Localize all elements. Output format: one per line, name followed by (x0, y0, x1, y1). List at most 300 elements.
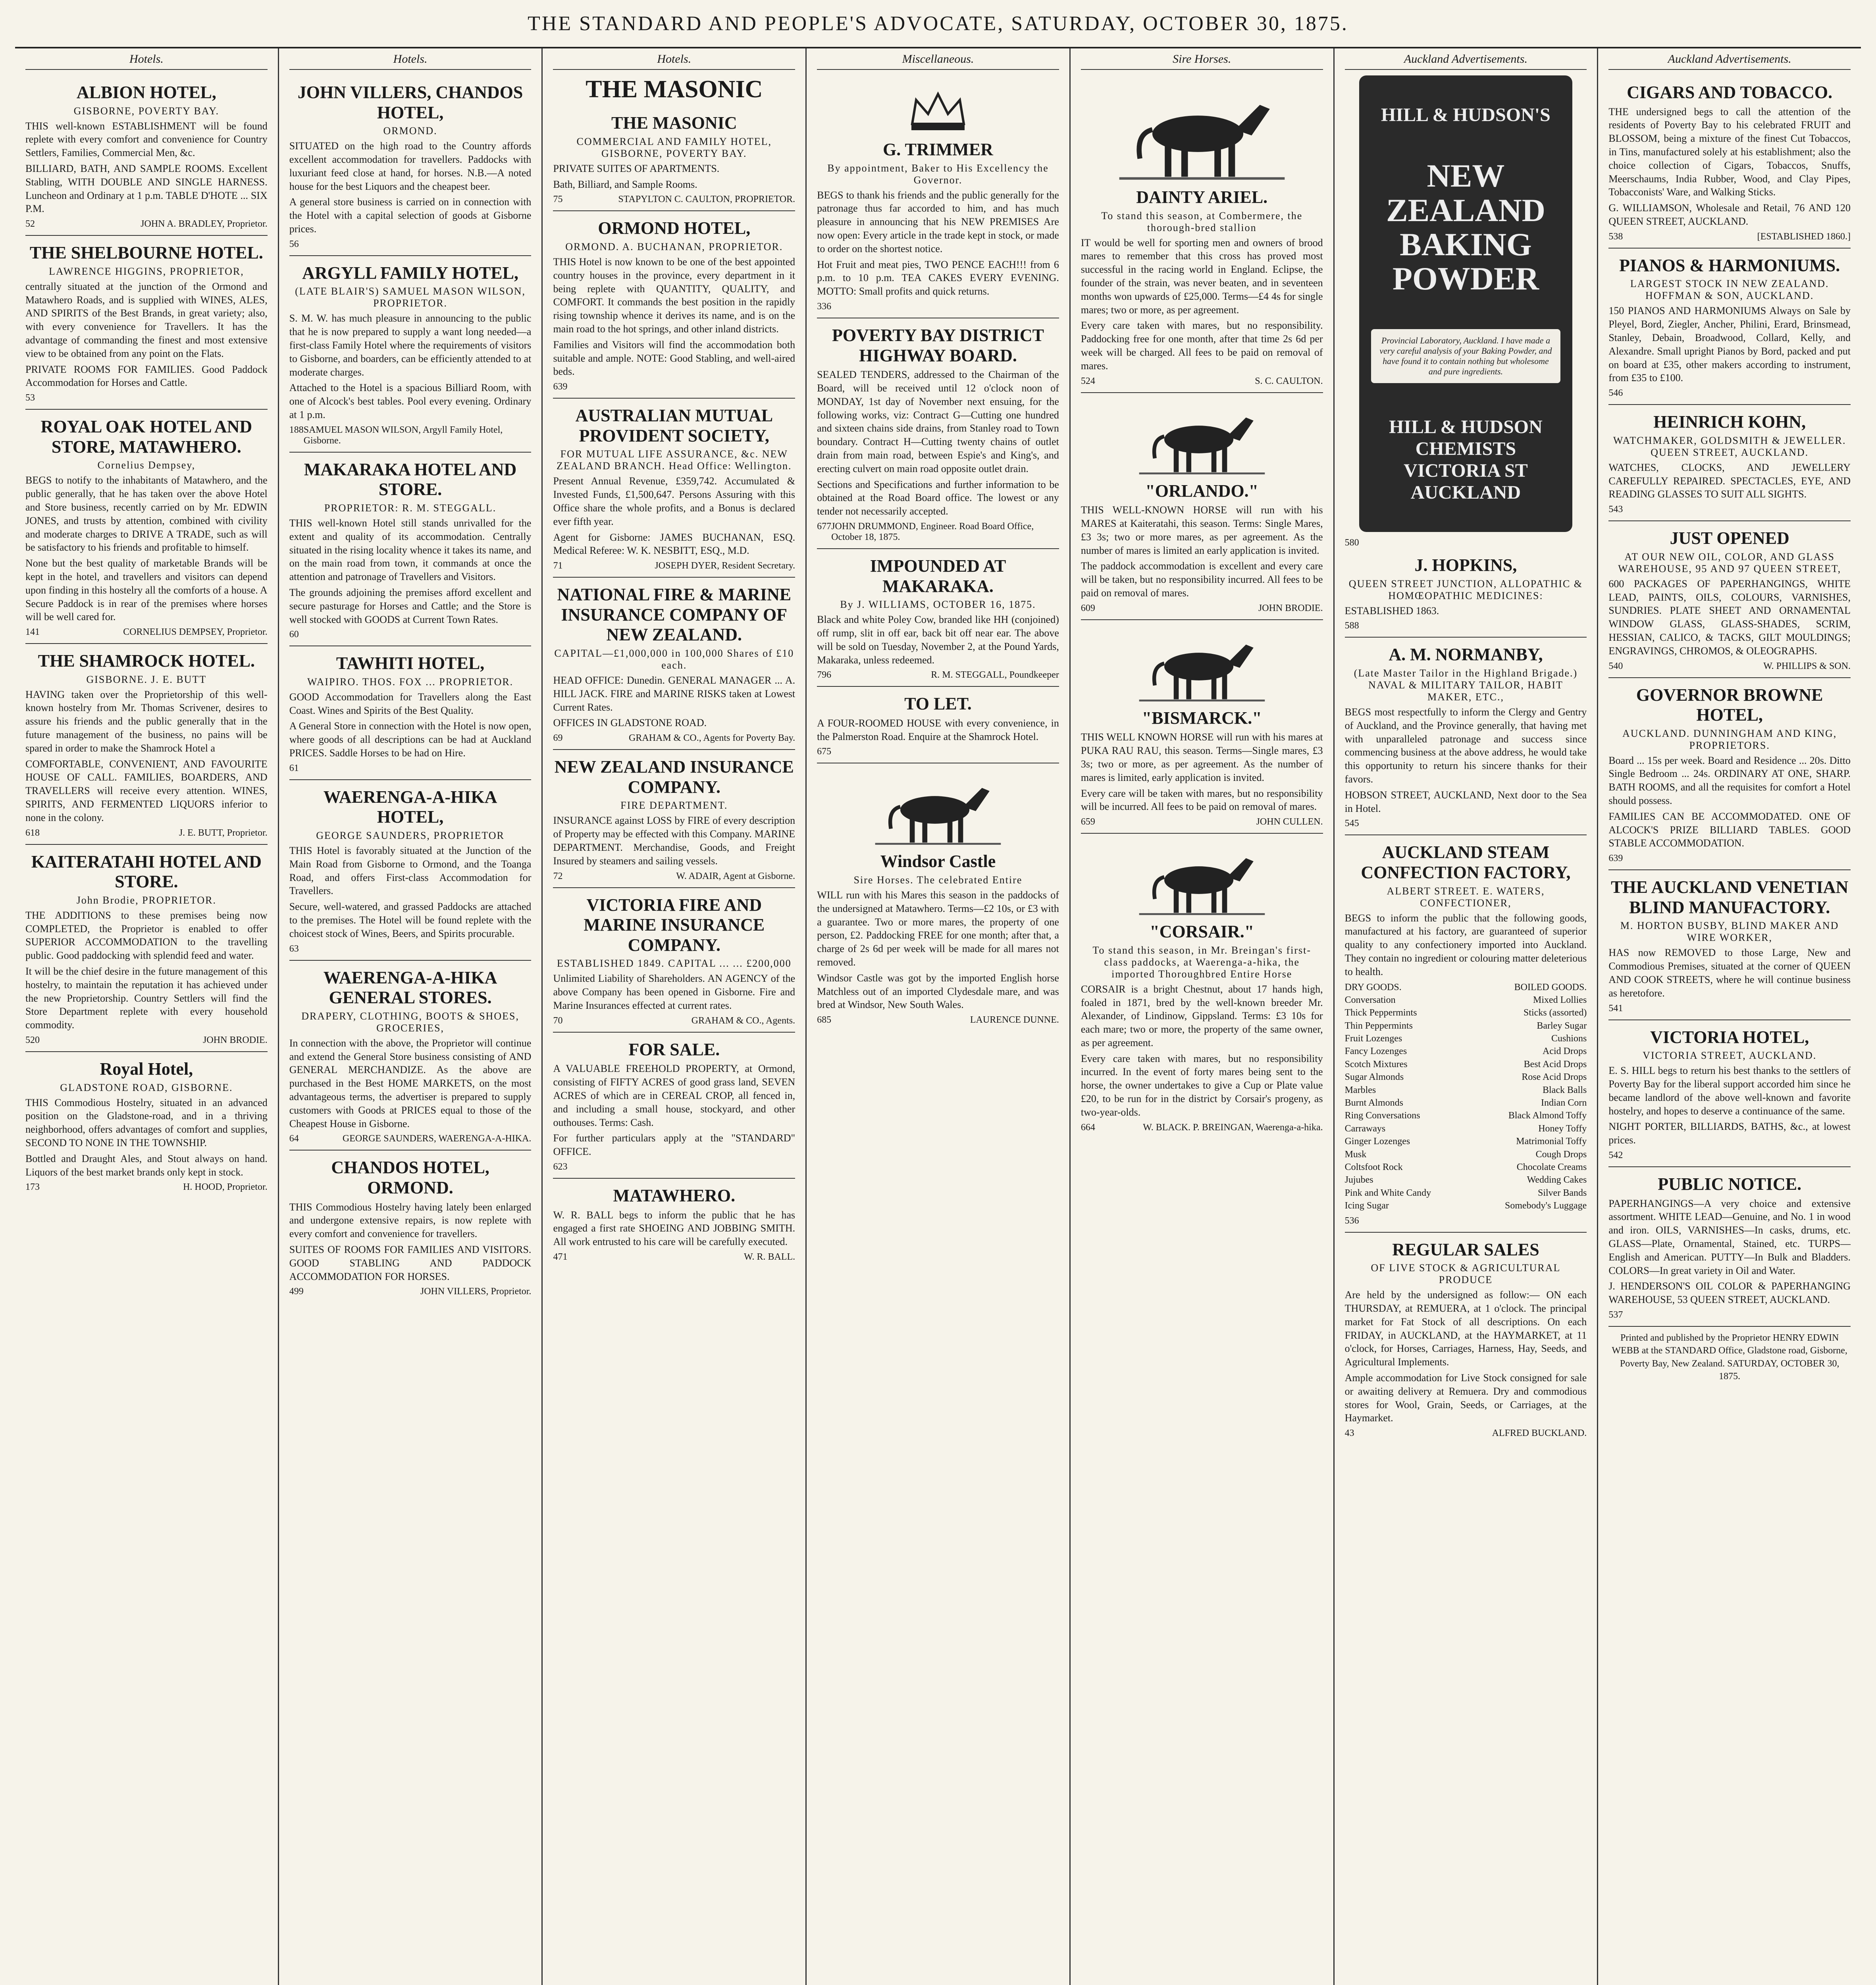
ad-number: 543 (1608, 504, 1623, 515)
ad-signature: GRAHAM & CO., Agents. (691, 1015, 795, 1026)
ad-signature: W. BLACK. P. BREINGAN, Waerenga-a-hika. (1143, 1122, 1323, 1133)
advertisement (1608, 678, 1851, 871)
ad-title: VICTORIA FIRE AND MARINE INSURANCE COMPANY. (584, 895, 765, 955)
ad-body: centrally situated at the junction of the Ormond and Matawhero Roads, and is supplied with WINES, ALES, AND SPIRITS of the Best Brands, in great variety; also, with every convenience for Travellers. It has the advantage of commanding the finest and most extensive view to be obtained from any point on the Flats. (25, 280, 268, 359)
advertisement (1608, 870, 1851, 1020)
ad-title: GOVERNOR BROWNE HOTEL, (1636, 685, 1823, 725)
ad-subtitle: ALBERT STREET. E. WATERS, CONFECTIONER, (1387, 885, 1545, 909)
ad-number: 75 (553, 194, 563, 205)
ad-number: 623 (553, 1161, 568, 1172)
horse-illustration (873, 772, 1003, 848)
ad-number: 520 (25, 1035, 40, 1046)
advertisement (1608, 521, 1851, 678)
ad-extra: Hot Fruit and meat pies, TWO PENCE EACH!!! from 6 p.m. to 10 p.m. TEA CAKES EVERY EVENING. MOTTO: Small profits and quick returns. (817, 258, 1059, 297)
ad-number: 63 (289, 943, 299, 954)
advertisement (25, 410, 268, 644)
column-6 (1335, 48, 1599, 1985)
ad-body: PRIVATE SUITES OF APARTMENTS. (553, 162, 720, 174)
ad-extra: For further particulars apply at the "STANDARD" OFFICE. (553, 1132, 795, 1158)
ad-number: 499 (289, 1286, 304, 1297)
ad-body: Unlimited Liability of Shareholders. AN AGENCY of the above Company has been opened in Gisborne. Fire and Marine Insurances effected at current rates. (553, 973, 795, 1011)
ad-title: "BISMARCK." (1142, 708, 1262, 728)
ad-footer (25, 1182, 268, 1193)
confection-list-row (1345, 1187, 1587, 1199)
ad-title: AUCKLAND STEAM CONFECTION FACTORY, (1361, 842, 1571, 882)
ad-title: "CORSAIR." (1150, 922, 1254, 942)
ad-number: 664 (1081, 1122, 1095, 1133)
ad-title: A. M. NORMANBY, (1389, 645, 1543, 665)
advertisement (817, 549, 1059, 687)
column-5 (1071, 48, 1335, 1985)
confection-item: BOILED GOODS. (1514, 982, 1587, 992)
ad-extra: Every care will be taken with mares, but no responsibility will be incurred. All fees to be paid on removal of mares. (1081, 787, 1323, 813)
ad-title: JUST OPENED (1670, 528, 1789, 548)
ad-signature: JOHN A. BRADLEY, Proprietor. (141, 219, 268, 229)
ad-number: 540 (1608, 661, 1623, 671)
ad-signature: JOHN VILLERS, Proprietor. (420, 1286, 532, 1297)
ad-extra: The grounds adjoining the premises afford excellent and secure pasturage for Horses and Cattle; and the Store is well stocked with GOODS at Current Town Rates. (289, 586, 532, 625)
column-3 (543, 48, 807, 1985)
ad-extra: The paddock accommodation is excellent and every care will be taken, but no responsibility incurred. All fees to be paid on removal of mares. (1081, 560, 1323, 599)
column-heading: Auckland Advertisements. (1345, 52, 1587, 70)
ad-extra: Bath, Billiard, and Sample Rooms. (553, 178, 697, 190)
ad-number: 537 (1608, 1309, 1623, 1320)
ad-footer (553, 382, 795, 392)
ad-body: WATCHES, CLOCKS, AND JEWELLERY CAREFULLY REPAIRED. SPECTACLES, EYE, AND READING GLASSES TO SUIT ALL SIGHTS. (1608, 461, 1851, 500)
ad-title: AUSTRALIAN MUTUAL PROVIDENT SOCIETY, (575, 406, 773, 445)
ad-number: 70 (553, 1015, 563, 1026)
ad-number: 188 (289, 424, 304, 435)
ad-title: NATIONAL FIRE & MARINE INSURANCE COMPANY OF NEW ZEALAND. (557, 585, 792, 645)
ad-signature: R. M. STEGGALL, Poundkeeper (931, 670, 1059, 680)
tin-label: Provincial Laboratory, Auckland. I have made a very careful analysis of your Baking Powder, and have found it to contain nothing but wholesome and pure ingredients. (1371, 329, 1560, 383)
ad-subtitle: Cornelius Dempsey, (97, 459, 196, 471)
ad-title: CHANDOS HOTEL, ORMOND. (331, 1158, 489, 1197)
ad-footer (553, 871, 795, 882)
ad-body: A VALUABLE FREEHOLD PROPERTY, at Ormond, consisting of FIFTY ACRES of good grass land, SEVEN ACRES of which are in CEREAL CROP, all fenced in, and including a small house, stockyard, and other outhouses. Terms: Cash. (553, 1063, 795, 1128)
ad-body: HEAD OFFICE: Dunedin. GENERAL MANAGER ... A. HILL JACK. FIRE and MARINE RISKS taken at Lowest Current Rates. (553, 675, 795, 713)
ad-signature: W. ADAIR, Agent at Gisborne. (676, 871, 795, 881)
ad-extra: None but the best quality of marketable Brands will be kept in the hotel, and travellers and visitors can depend upon finding in this hostelry all the comforts of a house. A Secure Paddock is in rear of the premises where horses will be well cared for. (25, 557, 268, 623)
ad-extra: It will be the chief desire in the future management of this hostelry, to maintain the reputation it has achieved under the new Proprietorship. Country Settlers will find the Store Department replete with every household commodity. (25, 966, 268, 1031)
ad-title: HEINRICH KOHN, (1653, 412, 1806, 432)
ad-footer (1345, 1216, 1587, 1226)
ad-signature: JOHN BRODIE. (203, 1035, 268, 1046)
advertisement (289, 961, 532, 1151)
ad-subtitle: FIRE DEPARTMENT. (620, 800, 728, 811)
ad-extra: PRIVATE ROOMS FOR FAMILIES. Good Paddock Accommodation for Horses and Cattle. (25, 363, 268, 389)
ad-title: VICTORIA HOTEL, (1650, 1027, 1809, 1047)
column-1 (15, 48, 279, 1985)
confection-list-row (1345, 1097, 1587, 1109)
ad-signature: J. E. BUTT, Proprietor. (179, 827, 268, 838)
ad-body: THIS Commodious Hostelry, situated in an advanced position on the Gladstone-road, and in a thriving neighborhood, offers advantages of comfort and supplies, SECOND TO NONE IN THE TOWNSHIP. (25, 1097, 268, 1149)
ad-footer (1081, 376, 1323, 387)
ad-body: W. R. BALL begs to inform the public that he has engaged a first rate SHOEING AND JOBBING SMITH. All work entrusted to his care will be carefully executed. (553, 1209, 795, 1248)
ad-title: Royal Hotel, (100, 1059, 193, 1079)
ad-title: KAITERATAHI HOTEL AND STORE. (31, 852, 262, 892)
ad-title: POVERTY BAY DISTRICT HIGHWAY BOARD. (832, 325, 1044, 365)
royal-crest-icon (904, 84, 972, 136)
ad-body: BEGS to thank his friends and the public generally for the patronage thus far accorded to him, and has much pleasure in announcing that his NEW PREMISES Are now open: Every article in the trade kept in stock, or made to order on the shortest notice. (817, 189, 1059, 254)
ad-title: Windsor Castle (880, 852, 996, 871)
ad-title: PIANOS & HARMONIUMS. (1619, 255, 1840, 275)
ad-body: In connection with the above, the Proprietor will continue and extend the General Store business consisting of AND GENERAL MERCHANDIZE. As the above are purchased in the Best HOME MARKETS, on the most advantageous terms, the advertiser is prepared to supply customers with Goods at PRICES equal to those of the Cheapest House in Gisborne. (289, 1037, 532, 1129)
ad-title: ROYAL OAK HOTEL AND STORE, MATAWHERO. (40, 417, 252, 457)
confection-item: Conversation (1344, 994, 1396, 1005)
ad-subtitle: GLADSTONE ROAD, GISBORNE. (60, 1081, 233, 1093)
ad-subtitle: To stand this season, in Mr. Breingan's first-class paddocks, at Waerenga-a-hika, the imported Thoroughbred Entire Horse (1092, 944, 1311, 980)
ad-extra: J. HENDERSON'S OIL COLOR & PAPERHANGING WAREHOUSE, 53 QUEEN STREET, AUCKLAND. (1608, 1280, 1851, 1306)
advertisement (289, 1151, 532, 1303)
ad-extra: FAMILIES CAN BE ACCOMMODATED. ONE OF ALCOCK'S PRIZE BILLIARD TABLES. GOOD STABLE ACCOMMODATION. (1608, 810, 1851, 849)
ad-number: 53 (25, 393, 35, 403)
confection-item: Wedding Cakes (1527, 1175, 1587, 1185)
confection-list-row (1345, 1148, 1587, 1161)
ad-number: 639 (553, 382, 568, 392)
ad-number: 588 (1344, 621, 1359, 631)
horse-cut (1081, 629, 1323, 704)
ad-signature: JOSEPH DYER, Resident Secretary. (655, 561, 795, 571)
ad-subtitle: AT OUR NEW OIL, COLOR, AND GLASS WAREHOUSE, 95 AND 97 QUEEN STREET, (1618, 551, 1841, 574)
confection-list-row (1345, 1058, 1587, 1071)
confection-item: Rose Acid Drops (1522, 1072, 1587, 1083)
ad-footer (1608, 1150, 1851, 1161)
column-heading: Hotels. (25, 52, 268, 70)
advertisement (553, 399, 795, 578)
ad-body: THIS WELL KNOWN HORSE will run with his mares at PUKA RAU RAU, this season. Terms—Single mares, £3 3s; two or more, as per agreement. As the number of mares is limited, early application is invited. (1081, 731, 1323, 783)
ad-extra: OFFICES IN GLADSTONE ROAD. (553, 717, 707, 729)
ad-body: 600 PACKAGES OF PAPERHANGINGS, WHITE LEAD, PAINTS, OILS, COLOURS, VARNISHES, SUNDRIES. PLATE SHEET AND ORNAMENTAL WINDOW GLASS, GLASS-SHADES, SCRIM, HESSIAN, CALICO, & TACKS, GILT MOULDINGS; ENGRAVINGS, CHROMOS, & OLEOGRAPHS. (1608, 578, 1851, 657)
ad-footer (817, 521, 1059, 543)
ad-footer (25, 219, 268, 229)
ad-footer (289, 239, 532, 250)
ad-footer (817, 1015, 1059, 1025)
confection-list-row (1345, 994, 1587, 1006)
advertisement (817, 318, 1059, 549)
confection-item: Ring Conversations (1344, 1110, 1420, 1121)
ad-title: IMPOUNDED AT MAKARAKA. (870, 556, 1006, 596)
ad-subtitle: AUCKLAND. DUNNINGHAM AND KING, PROPRIETORS. (1622, 727, 1837, 751)
column-2 (279, 48, 543, 1985)
ad-subtitle: By appointment, Baker to His Excellency the Governor. (827, 162, 1049, 186)
ad-body: Present Annual Revenue, £359,742. Accumulated & Invested Funds, £1,500,647. Persons Assuring with this Office share the whole profits, and a Bonus is declared ever fifth year. (553, 475, 795, 527)
ad-subtitle: FOR MUTUAL LIFE ASSURANCE, &c. NEW ZEALAND BRANCH. Head Office: Wellington. (557, 448, 792, 472)
ad-extra: SUITES OF ROOMS FOR FAMILIES AND VISITORS. GOOD STABLING AND PADDOCK ACCOMMODATION FOR HORSES. (289, 1243, 532, 1282)
ad-extra: A General Store in connection with the Hotel is now open, where goods of all descriptions can be had at Auckland PRICES. Saddle Horses to be had on Hire. (289, 720, 532, 759)
confection-item: Thin Peppermints (1344, 1020, 1413, 1031)
advertisement (1608, 75, 1851, 249)
column-heading: Hotels. (553, 52, 795, 70)
ad-title: WAERENGA-A-HIKA HOTEL, (323, 787, 497, 827)
ad-body: Are held by the undersigned as follow:— ON each THURSDAY, at REMUERA, at 1 o'clock. The principal market for Fat Stock of all descriptions. On each FRIDAY, in AUCKLAND, at the HAYMARKET, at 11 o'clock, for Horses, Carriages, Harness, Hay, Seeds, and Agricultural Implements. (1344, 1289, 1587, 1368)
ad-body: THIS WELL-KNOWN HORSE will run with his MARES at Kaiteratahi, this season. Terms: Single Mares, £3 3s; two or more mares, as per agreement. As the number of mares is limited an early application is invited. (1081, 504, 1323, 556)
ad-number: 541 (1608, 1003, 1623, 1014)
ad-number: 72 (553, 871, 563, 881)
ad-title: NEW ZEALAND INSURANCE COMPANY. (554, 757, 794, 797)
ad-signature: W. PHILLIPS & SON. (1763, 661, 1851, 671)
confection-item: Black Balls (1542, 1085, 1587, 1095)
advertisement (1081, 393, 1323, 620)
column-heading: Auckland Advertisements. (1608, 52, 1851, 70)
ad-footer (817, 301, 1059, 312)
confection-item: Mixed Lollies (1533, 994, 1587, 1005)
confection-item: Sugar Almonds (1344, 1072, 1404, 1083)
ad-body: WILL run with his Mares this season in the paddocks of the undersigned at Matawhero. Terms—£2 10s, or £3 with a guarantee. Two or more mares, the property of one person, £2. Paddocking FREE for one month; after that, a charge of 2s 6d per week will be made for all mares not removed. (817, 889, 1059, 968)
ad-signature: JOHN CULLEN. (1256, 817, 1323, 827)
ad-footer (25, 393, 268, 403)
confection-item: Coltsfoot Rock (1344, 1162, 1403, 1172)
ad-number: 677 (817, 521, 832, 532)
ad-subtitle: WATCHMAKER, GOLDSMITH & JEWELLER. QUEEN STREET, AUCKLAND. (1613, 434, 1846, 458)
advertisement (289, 646, 532, 780)
ad-footer (1081, 817, 1323, 827)
advertisement (1608, 1020, 1851, 1167)
ad-body: BEGS to inform the public that the following goods, manufactured at his factory, are guaranteed of superior quality to any confectionery imported into Auckland. They contain no ingredient or colouring matter deleterious to health. (1344, 912, 1587, 977)
advertisement (1081, 834, 1323, 1139)
ad-extra: G. WILLIAMSON, Wholesale and Retail, 76 AND 120 QUEEN STREET, AUCKLAND. (1608, 202, 1851, 227)
ad-footer (25, 1035, 268, 1046)
ad-body: A FOUR-ROOMED HOUSE with every convenience, in the Palmerston Road. Enquire at the Shamrock Hotel. (817, 717, 1059, 742)
confection-item: Thick Peppermints (1344, 1008, 1417, 1018)
ad-footer (1608, 388, 1851, 399)
ad-body: CORSAIR is a bright Chestnut, about 17 hands high, foaled in 1871, bred by the well-known breeder Mr. Alexander, of Lindinow, Gippsland. Terms: £3 10s for each mare; two or more, the property of the same owner, as per agreement. (1081, 983, 1323, 1048)
tin-maker: HILL & HUDSON CHEMISTS VICTORIA ST AUCKLAND (1389, 416, 1543, 503)
horse-illustration (1136, 402, 1267, 477)
horse-cut (1081, 842, 1323, 918)
ad-number: 796 (817, 670, 832, 680)
advertisement (25, 644, 268, 845)
ad-extra: Families and Visitors will find the accommodation both suitable and ample. NOTE: Good Stabling, and well-aired beds. (553, 339, 795, 378)
ad-subtitle: OF LIVE STOCK & AGRICULTURAL PRODUCE (1371, 1262, 1561, 1286)
ad-number: 173 (25, 1182, 40, 1193)
confection-item: Burnt Almonds (1344, 1098, 1403, 1108)
advertisement (553, 106, 795, 211)
ad-signature: GRAHAM & CO., Agents for Poverty Bay. (629, 733, 795, 744)
advertisement (25, 75, 268, 236)
confection-list-row (1345, 1071, 1587, 1083)
ad-number: 542 (1608, 1150, 1623, 1161)
confection-item: Fruit Lozenges (1344, 1033, 1402, 1044)
ad-title: JOHN VILLERS, CHANDOS HOTEL, (297, 83, 523, 122)
advertisement (289, 453, 532, 647)
ad-subtitle: GISBORNE, POVERTY BAY. (73, 105, 220, 117)
column-7 (1598, 48, 1861, 1985)
confection-item: Musk (1344, 1149, 1367, 1160)
ad-footer (553, 194, 795, 205)
horse-cut (1081, 84, 1323, 183)
ad-signature: [ESTABLISHED 1860.] (1757, 231, 1851, 242)
ad-number: 538 (1608, 231, 1623, 242)
columns (15, 48, 1861, 1985)
ad-footer (553, 733, 795, 744)
confection-item: Jujubes (1344, 1175, 1373, 1185)
ad-title: ARGYLL FAMILY HOTEL, (302, 263, 518, 283)
ad-body: BEGS to notify to the inhabitants of Matawhero, and the public generally, that he has taken over the above Hotel and Store business, recently carried on by Mr. EDWIN JONES, and trusts by attention, combined with civility and moderate charges to DRIVE A TRADE, such as will be satisfactory to his friends and profitable to himself. (25, 474, 268, 553)
ad-title: THE AUCKLAND VENETIAN BLIND MANUFACTORY. (1611, 877, 1849, 917)
ad-footer (289, 425, 532, 446)
ad-title: CIGARS AND TOBACCO. (1627, 83, 1833, 102)
ad-number: 618 (25, 827, 40, 838)
ad-body: BEGS most respectfully to inform the Clergy and Gentry of Auckland, and the Province generally, that having met with unparalleled patronage and success since commencing business at the above address, he would take this opportunity to return his sincere thanks for their favors. (1344, 706, 1587, 785)
advertisement (25, 236, 268, 410)
ad-title: "ORLANDO." (1145, 481, 1259, 501)
ad-title: TAWHITI HOTEL, (336, 653, 485, 673)
ad-body: THE ADDITIONS to these premises being now COMPLETED, the Proprietor is enabled to offer SUPERIOR ACCOMMODATION to the travelling public. Good paddocking with splendid feed and water. (25, 909, 268, 962)
ad-subtitle: GISBORNE. J. E. BUTT (86, 673, 207, 685)
ad-subtitle: QUEEN STREET JUNCTION, ALLOPATHIC & HOMŒOPATHIC MEDICINES: (1348, 578, 1583, 601)
ad-extra: Every care taken with mares, but no responsibility incurred. In the event of forty mares being sent to the horse, the owner undertakes to give a Cup or Plate value £20, to be run for in the district by Corsair's progeny, as two-year-olds. (1081, 1052, 1323, 1118)
ad-body: E. S. HILL begs to return his best thanks to the settlers of Poverty Bay for the liberal support accorded him since he became landlord of the above well-known and favorite hostelry, and hopes to deserve a continuance of the same. (1608, 1065, 1851, 1117)
ad-signature: CORNELIUS DEMPSEY, Proprietor. (123, 627, 268, 638)
ad-subtitle: PROPRIETOR: R. M. STEGGALL. (324, 502, 497, 514)
ad-body: GOOD Accommodation for Travellers along the East Coast. Wines and Spirits of the Best Quality. (289, 691, 532, 716)
ad-footer (1081, 1122, 1323, 1133)
baking-powder-tin (1359, 75, 1572, 532)
ad-footer (817, 670, 1059, 680)
ad-footer (553, 1252, 795, 1262)
ad-extra: Windsor Castle was got by the imported English horse Matchless out of an imported Clydesdale mare, and was bred at Windsor, New South Wales. (817, 972, 1059, 1011)
confection-list-row (1345, 1006, 1587, 1019)
ad-body: THIS Commodious Hostelry having lately been enlarged and undergone extensive repairs, is now replete with every comfort and convenience for travellers. (289, 1201, 532, 1240)
advertisement (289, 75, 532, 256)
ad-footer (1081, 603, 1323, 614)
ad-footer (289, 1286, 532, 1297)
confection-list-row (1345, 1084, 1587, 1097)
ad-number: 545 (1344, 818, 1359, 829)
confection-item: Best Acid Drops (1524, 1059, 1587, 1070)
horse-cut (1081, 402, 1323, 477)
column-heading: Sire Horses. (1081, 52, 1323, 70)
advertisement (1345, 548, 1587, 638)
ad-extra: NIGHT PORTER, BILLIARDS, BATHS, &c., at lowest prices. (1608, 1121, 1851, 1146)
ad-signature: SAMUEL MASON WILSON, Argyll Family Hotel, Gisborne. (303, 424, 503, 446)
ad-body: THIS well-known ESTABLISHMENT will be found replete with every comfort and convenience for Country Settlers, Families, Commercial Men, &c. (25, 120, 268, 159)
confection-list-row (1345, 1109, 1587, 1122)
ad-number: 639 (1608, 853, 1623, 864)
ad-subtitle: By J. WILLIAMS, OCTOBER 16, 1875. (840, 599, 1036, 611)
ad-footer (1608, 661, 1851, 672)
confection-item: Acid Drops (1542, 1046, 1587, 1057)
ad-footer (289, 763, 532, 774)
column-heading: Miscellaneous. (817, 52, 1059, 70)
ad-subtitle: ESTABLISHED 1849. CAPITAL ... ... £200,000 (557, 958, 792, 969)
ad-signature: W. R. BALL. (744, 1251, 795, 1262)
ad-number: 659 (1081, 817, 1095, 827)
ad-subtitle: ORMOND. A. BUCHANAN, PROPRIETOR. (565, 241, 783, 253)
confection-list-row (1345, 1122, 1587, 1135)
ad-footer (25, 627, 268, 638)
ad-subtitle: VICTORIA STREET, AUCKLAND. (1643, 1050, 1817, 1062)
ad-footer (1608, 1003, 1851, 1014)
ad-body: THIS Hotel is now known to be one of the best appointed country houses in the province, every department in it being replete with QUANTITY, QUALITY, and COMFORT. It commands the best position in the rapidly rising township whence it derives its name, and is on the main road to the hot springs, and other inland districts. (553, 256, 795, 335)
masthead: THE STANDARD AND PEOPLE'S ADVOCATE, SATURDAY, OCTOBER 30, 1875. (15, 0, 1861, 48)
ad-footer (289, 944, 532, 954)
ad-number: 43 (1344, 1428, 1354, 1439)
ad-subtitle: To stand this season, at Combermere, the thorough-bred stallion (1101, 210, 1303, 233)
advertisement (553, 211, 795, 399)
ad-footer (289, 1133, 532, 1144)
horse-illustration (1136, 842, 1267, 918)
ad-number: 56 (289, 239, 299, 249)
advertisement (1608, 1167, 1851, 1327)
advertisement (817, 75, 1059, 318)
ad-title: MAKARAKA HOTEL AND STORE. (304, 459, 517, 499)
advertisement (553, 1033, 795, 1179)
ad-title: THE MASONIC (611, 113, 737, 133)
advertisement (1081, 75, 1323, 393)
confection-item: Fancy Lozenges (1344, 1046, 1407, 1057)
ad-footer (25, 828, 268, 838)
confection-item: Pink and White Candy (1344, 1187, 1431, 1198)
ad-title: J. HOPKINS, (1414, 555, 1517, 575)
column-4 (807, 48, 1071, 1985)
confection-item: Chocolate Creams (1516, 1162, 1587, 1172)
ad-footer (1345, 818, 1587, 829)
advertisement (1608, 249, 1851, 405)
tin-number: 580 (1344, 538, 1359, 548)
confection-item: Marbles (1344, 1085, 1376, 1095)
confection-list-row (1345, 1161, 1587, 1174)
ad-number: 546 (1608, 388, 1623, 399)
confection-list-row (1345, 1019, 1587, 1032)
ad-number: 336 (817, 301, 832, 312)
confection-item: Somebody's Luggage (1505, 1201, 1587, 1211)
advertisement (1345, 638, 1587, 835)
confection-item: DRY GOODS. (1344, 982, 1402, 992)
ad-title: G. TRIMMER (883, 140, 993, 159)
ad-subtitle: Sire Horses. The celebrated Entire (853, 874, 1023, 886)
ad-signature: STAPYLTON C. CAULTON, PROPRIETOR. (618, 194, 795, 205)
ad-title: TO LET. (904, 694, 972, 714)
ad-subtitle: John Brodie, PROPRIETOR. (76, 894, 217, 906)
confection-item: Black Almond Toffy (1508, 1110, 1587, 1121)
ad-number: 61 (289, 763, 299, 773)
ad-subtitle: CAPITAL—£1,000,000 in 100,000 Shares of £10 each. (554, 648, 794, 671)
advertisement (553, 1179, 795, 1268)
confection-item: Ginger Lozenges (1344, 1136, 1410, 1147)
ad-title: ORMOND HOTEL, (598, 218, 751, 238)
ad-number: 69 (553, 733, 563, 744)
ad-body: S. M. W. has much pleasure in announcing to the public that he is now prepared to supply a want long needed—a first-class Family Hotel where the requirements of visitors to Gisborne, and boarders, can be efficiently attended to at moderate charges. (289, 312, 532, 378)
ad-subtitle: LARGEST STOCK IN NEW ZEALAND. HOFFMAN & SON, AUCKLAND. (1630, 278, 1829, 302)
horse-illustration (1119, 84, 1285, 183)
ad-subtitle: DRAPERY, CLOTHING, BOOTS & SHOES, GROCERIES, (301, 1010, 519, 1034)
confection-list-row (1345, 1032, 1587, 1045)
ad-extra: A general store business is carried on in connection with the Hotel with a capital selection of goods at Gisborne prices. (289, 196, 532, 235)
ad-extra: Sections and Specifications and further information to be obtained at the Road Board office. The lowest or any tender not necessarily accepted. (817, 478, 1059, 517)
ad-title: MATAWHERO. (613, 1185, 736, 1205)
confection-item: Barley Sugar (1537, 1020, 1587, 1031)
ad-subtitle: ORMOND. (383, 125, 437, 137)
ad-signature: ALFRED BUCKLAND. (1492, 1428, 1587, 1439)
ad-extra: Secure, well-watered, and grassed Paddocks are attached to the premises. The Hotel will be found replete with the choicest stock of Wines, Beers, and Spirits procurable. (289, 901, 532, 939)
ad-signature: JOHN DRUMMOND, Engineer. Road Board Office, October 18, 1875. (831, 521, 1034, 542)
ad-footer (1608, 504, 1851, 515)
ad-title: THE SHAMROCK HOTEL. (38, 651, 255, 671)
advertisement (553, 750, 795, 888)
ad-extra: Ample accommodation for Live Stock consigned for sale or awaiting delivery at Remuera. Dry and commodious stores for Wool, Grain, Seeds, or Carriages, at the Haymarket. (1344, 1372, 1587, 1424)
ad-extra: Bottled and Draught Ales, and Stout always on hand. Liquors of the best market brands only kept in stock. (25, 1152, 268, 1178)
ad-title: ALBION HOTEL, (76, 83, 216, 102)
advertisement (1608, 405, 1851, 521)
ad-body: IT would be well for sporting men and owners of brood mares to remember that this cross has proved most successful in the racing world in England. Eclipse, the founder of the strain, was never beaten, and in seventeen months won upwards of £25,000. Terms—£4 4s for single mares; two or more, as per agreement. (1081, 237, 1323, 316)
advertisement (25, 845, 268, 1052)
ad-body: THIS well-known Hotel still stands unrivalled for the extent and quality of its accommodation. Centrally situated in the rising locality whence it takes its name, and on the main road from town, it commands at once the attention and patronage of Travellers and Visitors. (289, 517, 532, 583)
ad-body: PAPERHANGINGS—A very choice and extensive assortment. WHITE LEAD—Genuine, and No. 1 in wood and iron. OILS, VARNISHES—In casks, drums, etc. GLASS—Plate, Ornamental, Stained, etc. TURPS—English and American. PUTTY—In Bulk and Bladders. COLORS—In great variety in Oil and Water. (1608, 1197, 1851, 1276)
advertisement (25, 1052, 268, 1198)
ad-number: 471 (553, 1251, 568, 1262)
